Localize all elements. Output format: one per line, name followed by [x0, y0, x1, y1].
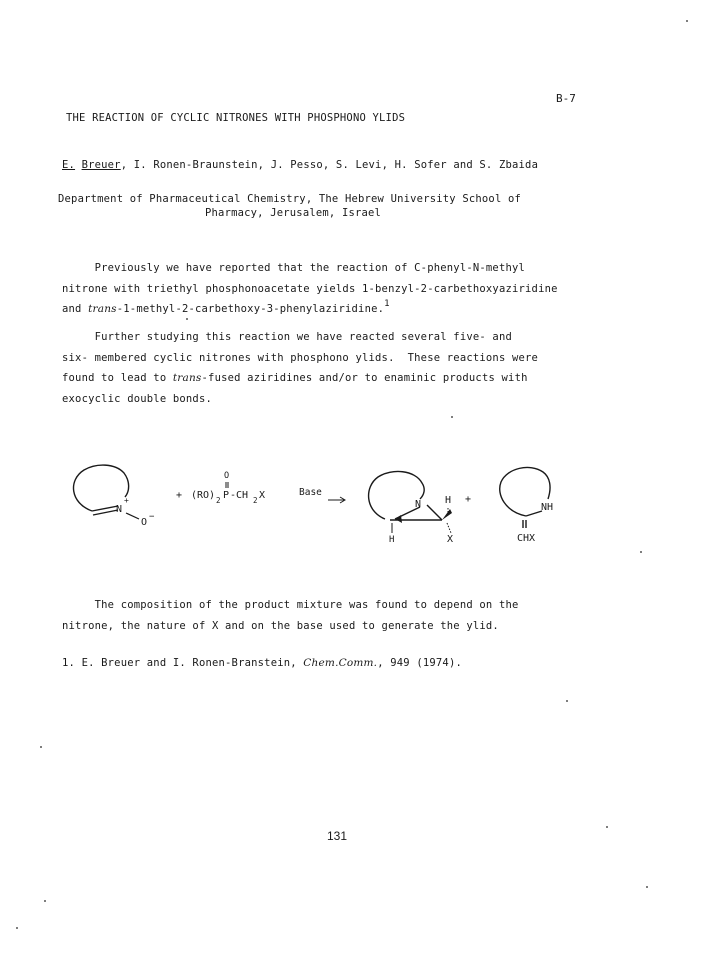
reagent-x: X — [259, 490, 266, 501]
reference-1 — [62, 657, 462, 669]
ref-post: , 949 (1974). — [377, 657, 462, 669]
affiliation-line-2: Pharmacy, Jerusalem, Israel — [205, 207, 382, 219]
scan-speck — [186, 318, 188, 320]
scan-speck — [640, 551, 642, 553]
first-author-surname: Breuer — [81, 159, 121, 171]
scan-speck — [44, 900, 46, 902]
scan-speck — [686, 20, 688, 22]
ref-pre: 1. E. Breuer and I. Ronen-Branstein, — [62, 657, 304, 669]
paragraph-2-line-1: Further studying this reaction we have reacted several five- and — [62, 331, 512, 343]
enamine-nh-label: NH — [541, 502, 554, 513]
page-number: 131 — [327, 829, 348, 843]
other-authors: , I. Ronen-Braunstein, J. Pesso, S. Levi, H. Sofer and S. Zbaida — [120, 159, 539, 171]
scan-speck — [40, 746, 42, 748]
paragraph-2 — [62, 327, 538, 409]
affiliation-line-1: Department of Pharmaceutical Chemistry, The Hebrew University School of — [58, 193, 522, 205]
reagent-p: P — [223, 490, 230, 501]
scan-speck — [606, 826, 608, 828]
reagent-phosphoryl-o: O — [224, 471, 230, 481]
hashed-bond-x — [447, 523, 451, 533]
paragraph-2-line-3 — [62, 368, 538, 389]
p2-l3-pre: found to lead to — [62, 372, 173, 384]
footnote-marker: 1 — [384, 299, 390, 309]
p1-l3-post: -1-methyl-2-carbethoxy-3-phenylaziridine. — [116, 303, 385, 315]
scan-speck — [451, 416, 453, 418]
aziridine-x-label: X — [447, 534, 454, 545]
wedge-bond-right — [442, 509, 452, 520]
p1-l3-italic: trans — [88, 303, 117, 315]
paragraph-1 — [62, 258, 558, 321]
aziridine-product — [369, 471, 442, 520]
paragraph-3 — [62, 595, 519, 636]
p2-l3-italic: trans — [172, 372, 202, 384]
aziridine-n-label: N — [415, 499, 422, 510]
paper-title: THE REACTION OF CYCLIC NITRONES WITH PHOSPHONO YLIDS — [66, 112, 406, 124]
n-o-bond — [126, 513, 139, 519]
plus-sign-1: + — [176, 490, 183, 501]
p1-l3-pre: and — [62, 303, 89, 315]
plus-sign-2: + — [465, 494, 472, 505]
p2-l3-post: -fused aziridines and/or to enaminic products with — [201, 372, 528, 384]
scan-speck — [566, 700, 568, 702]
scan-speck — [646, 886, 648, 888]
base-label: Base — [299, 487, 322, 498]
wedge-bond-left — [395, 515, 402, 523]
first-author-initial: E. — [62, 159, 76, 171]
reagent-ch: -CH — [230, 490, 249, 501]
paragraph-2-line-2: six- membered cyclic nitrones with phosphono ylids. These reactions were — [62, 351, 539, 364]
aziridine-h-bottom: H — [389, 535, 395, 545]
reagent-ro: (RO) — [191, 490, 216, 501]
paragraph-3-line-1: The composition of the product mixture was found to depend on the — [62, 599, 519, 611]
author-list — [62, 159, 538, 171]
scan-speck — [16, 927, 18, 929]
paragraph-1-line-1: Previously we have reported that the reaction of C-phenyl-N-methyl — [62, 262, 526, 274]
nitrone-n-label: N — [116, 504, 123, 515]
paragraph-3-line-2: nitrone, the nature of X and on the base used to generate the ylid. — [62, 619, 499, 632]
reaction-scheme — [60, 455, 600, 560]
paragraph-1-line-3 — [62, 299, 558, 321]
ref-journal: Chem.Comm. — [303, 657, 378, 669]
reagent-sub-2b: 2 — [253, 496, 258, 505]
aziridine-h-top: H — [445, 495, 452, 506]
nitrone-minus-charge: − — [149, 512, 155, 522]
enamine-product — [500, 467, 550, 528]
enamine-chx-label: CHX — [517, 533, 536, 544]
reagent-sub-2: 2 — [216, 496, 221, 505]
paragraph-1-line-2: nitrone with triethyl phosphonoacetate yields 1-benzyl-2-carbethoxyaziridine — [62, 282, 558, 295]
nitrone-o-label: O — [141, 517, 148, 528]
paragraph-2-line-4: exocyclic double bonds. — [62, 392, 212, 405]
page-code: B-7 — [556, 92, 576, 105]
nitrone-plus-charge: + — [124, 496, 129, 505]
